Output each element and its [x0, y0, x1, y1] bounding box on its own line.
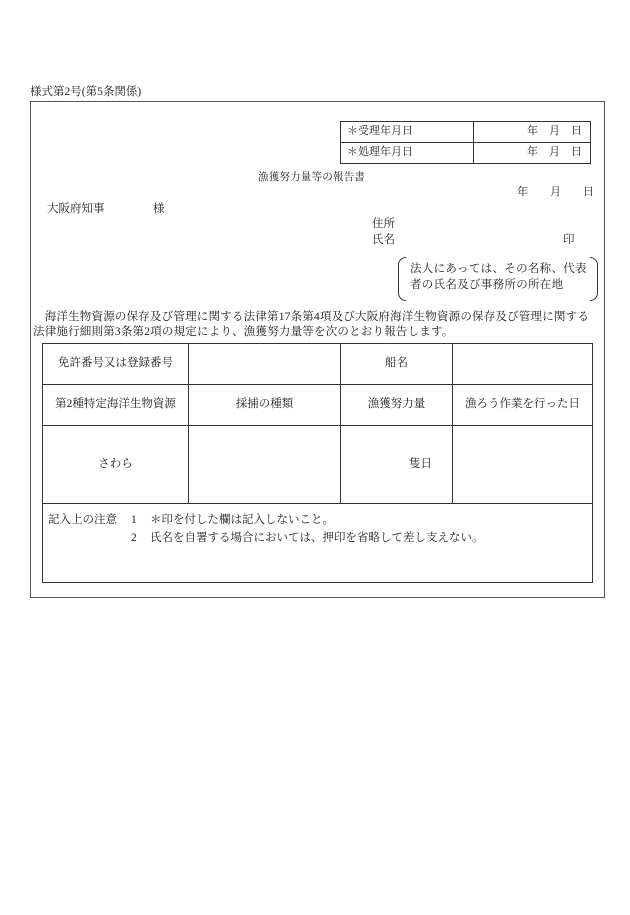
seal-label: 印	[563, 234, 575, 246]
fishing-effort-unit: 隻日	[341, 426, 453, 504]
addressee-name: 大阪府知事	[47, 203, 105, 215]
table-row	[43, 426, 593, 504]
addressee-honorific: 様	[153, 203, 165, 215]
table-header-row	[43, 385, 593, 426]
column-header-work-days: 漁ろう作業を行った日	[453, 385, 593, 426]
license-number-label: 免許番号又は登録番号	[43, 344, 189, 385]
receipt-date-table	[340, 121, 591, 164]
report-table	[42, 343, 593, 583]
received-date-label: ＊受理年月日	[341, 122, 474, 143]
receipt-row	[341, 143, 591, 164]
processed-date-label: ＊処理年月日	[341, 143, 474, 164]
form-number-label: 様式第2号(第5条関係)	[30, 86, 142, 98]
document-title: 漁獲努力量等の報告書	[258, 172, 365, 183]
column-header-capture-type: 採捕の種類	[189, 385, 341, 426]
address-label: 住所	[372, 218, 395, 230]
notes-cell	[43, 504, 593, 583]
note-number: 1	[131, 514, 137, 526]
receipt-row	[341, 122, 591, 143]
license-number-field	[189, 344, 341, 385]
notes-label-spacer	[48, 532, 131, 546]
name-label: 氏名	[372, 234, 395, 246]
notes-label: 記入上の注意	[48, 514, 117, 526]
note-text: 氏名を自署する場合においては、押印を省略して差し支えない。	[150, 531, 484, 544]
resource-cell: さわら	[43, 426, 189, 504]
note-text: ＊印を付した欄は記入しないこと。	[150, 514, 334, 526]
note-number: 2	[131, 531, 137, 544]
received-date-value: 年 月 日	[474, 122, 591, 143]
corporate-note	[398, 257, 598, 300]
right-bracket	[590, 257, 598, 301]
body-text-line: 海洋生物資源の保存及び管理に関する法律第17条第4項及び大阪府海洋生物資源の保存及び管理に関する	[33, 311, 590, 323]
left-bracket	[398, 257, 406, 301]
capture-type-field	[189, 426, 341, 504]
table-row	[43, 344, 593, 385]
vessel-name-field	[453, 344, 593, 385]
work-days-field	[453, 426, 593, 504]
processed-date-value: 年 月 日	[474, 143, 591, 164]
column-header-resource: 第2種特定海洋生物資源	[43, 385, 189, 426]
corporate-note-line: 者の氏名及び事務所の所在地	[410, 279, 564, 291]
report-date: 年 月 日	[517, 186, 594, 198]
body-text-line: 法律施行細則第3条第2項の規定により、漁獲努力量等を次のとおり報告します。	[33, 326, 454, 338]
corporate-note-line: 法人にあっては、その名称、代表	[410, 263, 587, 275]
vessel-name-label: 船名	[341, 344, 453, 385]
notes-list	[43, 504, 592, 546]
notes-row	[43, 504, 593, 583]
column-header-fishing-effort: 漁獲努力量	[341, 385, 453, 426]
